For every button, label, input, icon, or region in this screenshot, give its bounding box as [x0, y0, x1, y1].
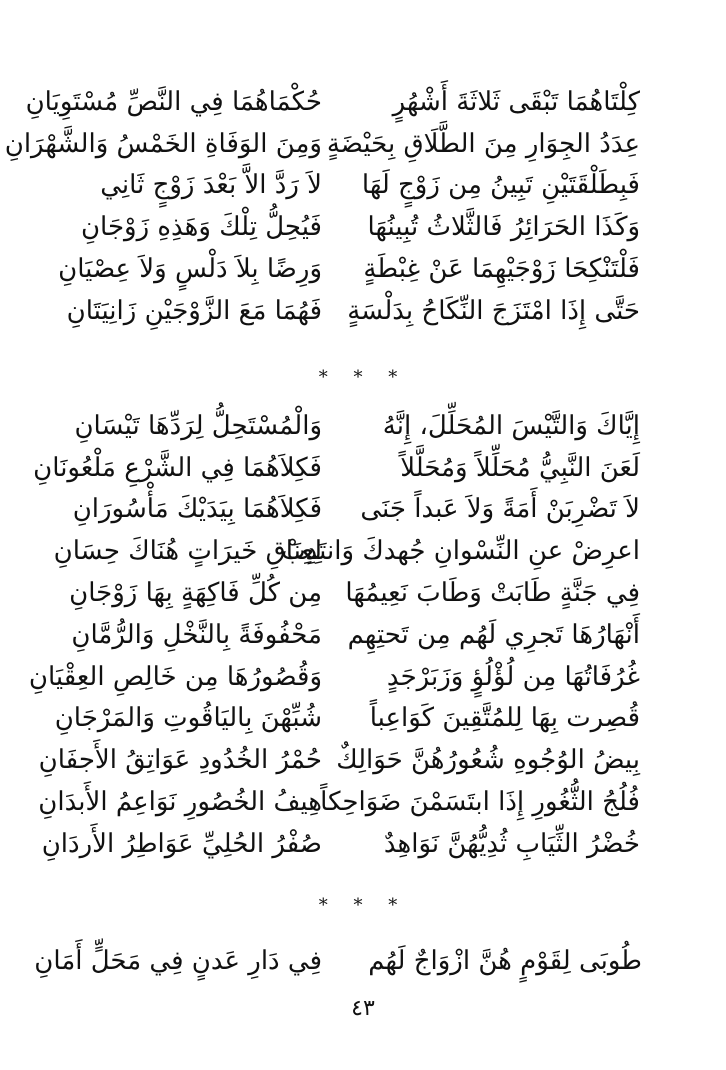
verse-line	[0, 823, 726, 865]
first-hemistich: طُوبَى لِقَوْمٍ هُنَّ ازْوَاجٌ لَهُم	[368, 946, 642, 976]
verse-line	[0, 81, 726, 123]
verse-line	[0, 739, 726, 781]
poem-section-3	[0, 941, 726, 981]
verse-line	[0, 489, 726, 531]
second-hemistich: وَالْمُسْتَحِلُّ لِرَدِّهَا تَيْسَانِ	[74, 410, 322, 441]
verse-line	[0, 165, 726, 207]
verse-line	[0, 290, 726, 332]
verse-line	[0, 698, 726, 740]
first-hemistich: أَنْهَارُهَا تَجرِي لَهُم مِن تَحتِهِم	[347, 619, 640, 650]
first-hemistich: فَلْتَنْكِحَا زَوْجَيْهِمَا عَنْ غِبْطَةٍ	[363, 254, 640, 285]
verse-line	[0, 530, 726, 572]
first-hemistich: اعرِضْ عنِ النِّسْوانِ جُهدكَ وَانتَدِبْ	[281, 536, 640, 567]
page-number: ٤٣	[351, 996, 375, 1021]
second-hemistich: لاَ رَدَّ الاَّ بَعْدَ زَوْجٍ ثَانِي	[100, 170, 322, 201]
second-hemistich: فِي دَارِ عَدنٍ فِي مَحَلٍّ أَمَانِ	[34, 946, 322, 976]
first-hemistich: حَتَّى إِذَا امْتَزَجَ النِّكَاحُ بِدَلْسَةٍ	[347, 295, 640, 326]
second-hemistich: حُمْرُ الخُدُودِ عَوَاتِقُ الأَجفَانِ	[38, 745, 322, 776]
second-hemistich: فَهُمَا مَعَ الزَّوْجَيْنِ زَانِيَتَانِ	[66, 295, 322, 326]
first-hemistich: بِيضُ الوُجُوهِ شُعُورُهُنَّ حَوَالِكٌ	[336, 745, 640, 776]
first-hemistich: إِيَّاكَ وَالتَّيْسَ المُحَلِّلَ، إِنَّهُ	[382, 410, 640, 441]
first-hemistich: لاَ تَضْرِبَنْ أَمَةً وَلاَ عَبداً جَنَى	[360, 494, 640, 525]
second-hemistich: فَكِلاَهُمَا بِيَدَيْكَ مَأْسُورَانِ	[72, 494, 322, 525]
second-hemistich: وَمِنَ الوَفَاةِ الخَمْسُ وَالشَّهْرَانِ	[4, 128, 322, 159]
verse-line	[0, 447, 726, 489]
second-hemistich: وَرِضًا بِلاَ دَلْسٍ وَلاَ عِصْيَانِ	[58, 254, 322, 285]
second-hemistich: هِيفُ الخُصُورِ نَوَاعِمُ الأَبدَانِ	[38, 787, 322, 818]
first-hemistich: قُصِرت بِهَا لِلمُتَّقِينَ كَوَاعِباً	[369, 703, 640, 734]
first-hemistich: عِدَدُ الجِوَارِ مِنَ الطَّلَاقِ بِحَيْضَةٍ	[326, 128, 640, 159]
first-hemistich: كِلْتَاهُمَا تَبْقَى ثَلاثَةَ أَشْهُرٍ	[392, 86, 640, 117]
verse-line	[0, 572, 726, 614]
verse-line	[0, 123, 726, 165]
first-hemistich: خُضْرُ الثِّيَابِ ثُدِيُّهُنَّ نَوَاهِدٌ	[383, 828, 640, 859]
second-hemistich: مِن كُلِّ فَاكِهَةٍ بِهَا زَوْجَانِ	[69, 578, 322, 609]
section-separator: * * *	[318, 895, 408, 916]
first-hemistich: فَبِطَلْقَتَيْنِ تَبِينُ مِن زَوْجٍ لَهَا	[361, 170, 640, 201]
first-hemistich: لَعَنَ النَّبِيُّ مُحَلِّلاً وَمُحَلَّلاً	[400, 452, 640, 483]
second-hemistich: شُبِّهْنَ بِاليَاقُوتِ وَالمَرْجَانِ	[54, 703, 322, 734]
first-hemistich: فُلُجُ الثُّغُورِ إِذَا ابتَسَمْنَ ضَوَاحِكاً	[320, 787, 640, 818]
verse-line	[0, 941, 726, 981]
verse-line	[0, 206, 726, 248]
poem-section-1	[0, 81, 726, 332]
first-hemistich: غُرُفَاتُهَا مِن لُؤْلُؤٍ وَزَبَرْجَدٍ	[386, 661, 640, 692]
second-hemistich: فَكِلاَهُمَا فِي الشَّرْعِ مَلْعُونَانِ	[33, 452, 322, 483]
verse-line	[0, 781, 726, 823]
section-separator: * * *	[318, 367, 408, 388]
first-hemistich: وَكَذَا الحَرَائِرُ فَالثَّلاثُ تُبِينُهَا	[367, 212, 640, 243]
second-hemistich: حُكْمَاهُمَا فِي النَّصِّ مُسْتَوِيَانِ	[25, 86, 322, 117]
second-hemistich: لِعِنَاقِ خَيرَاتٍ هُنَاكَ حِسَانِ	[53, 536, 322, 567]
second-hemistich: صُفْرُ الحُلِيِّ عَوَاطِرُ الأَردَانِ	[41, 828, 322, 859]
poem-section-2	[0, 405, 726, 865]
first-hemistich: فِي جَنَّةٍ طَابَتْ وَطَابَ نَعِيمُهَا	[345, 578, 640, 609]
second-hemistich: وَقُصُورُهَا مِن خَالِصِ العِقْيَانِ	[28, 661, 322, 692]
second-hemistich: مَحْفُوفَةً بِالنَّخْلِ وَالرُّمَّانِ	[71, 619, 322, 650]
verse-line	[0, 656, 726, 698]
verse-line	[0, 614, 726, 656]
second-hemistich: فَيُحِلُّ تِلْكَ وَهَذِهِ زَوْجَانِ	[80, 212, 322, 243]
verse-line	[0, 248, 726, 290]
verse-line	[0, 405, 726, 447]
